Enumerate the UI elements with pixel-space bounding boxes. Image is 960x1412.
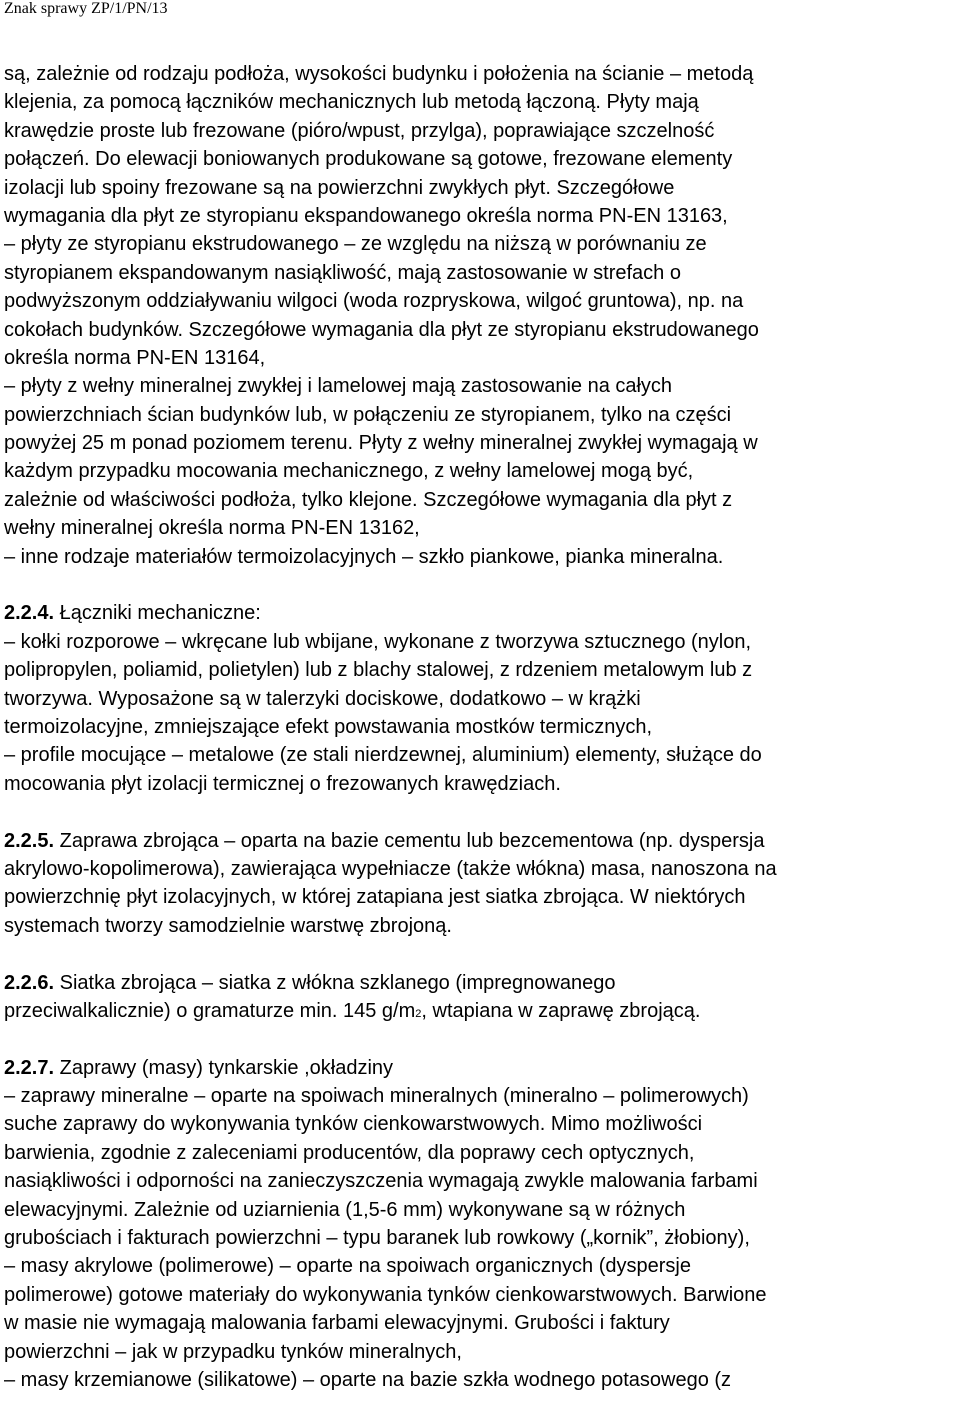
text-line: – płyty z wełny mineralnej zwykłej i lamelowej mają zastosowanie na całych [4,375,673,398]
paragraph-gap [4,940,960,968]
text-line: w masie nie wymagają malowania farbami elewacyjnymi. Grubości i faktury [4,1312,670,1335]
paragraph-gap [4,1025,960,1053]
text-line: mocowania płyt izolacji termicznej o frezowanych krawędziach. [4,772,561,795]
section-heading-line [4,969,960,997]
text-line: – masy krzemianowe (silikatowe) – oparte na bazie szkła wodnego potasowego (z [4,1368,732,1391]
section-number: 2.2.6. [4,971,55,994]
section-number: 2.2.4. [4,602,55,625]
text-line: termoizolacyjne, zmniejszające efekt powstawania mostków termicznych, [4,715,653,738]
document-body [4,60,960,1394]
section-2-2-6 [4,969,960,1026]
section-2-2-4 [4,599,960,798]
text-line: zależnie od właściwości podłoża, tylko klejone. Szczegółowe wymagania dla płyt z [4,488,733,511]
text-line: elewacyjnymi. Zależnie od uziarnienia (1,5-6 mm) wykonywane są w różnych [4,1198,686,1221]
text-line: styropianem ekspandowanym nasiąkliwość, mają zastosowanie w strefach o [4,261,681,284]
section-heading-line [4,1054,960,1082]
text-line: wełny mineralnej określa norma PN-EN 13162, [4,517,420,540]
paragraph-gap [4,571,960,599]
text-line: powierzchniach ścian budynków lub, w połączeniu ze styropianem, tylko na części [4,403,732,426]
text-line: grubościach i fakturach powierzchni – typu baranek lub rowkowy („kornik”, żłobiony), [4,1227,750,1250]
text-line: podwyższonym oddziaływaniu wilgoci (woda rozpryskowa, wilgoć gruntowa), np. na [4,290,744,313]
text-line: powierzchni – jak w przypadku tynków mineralnych, [4,1340,462,1363]
text-line: – inne rodzaje materiałów termoizolacyjnych – szkło piankowe, pianka mineralna. [4,545,724,568]
text-line: suche zaprawy do wykonywania tynków cienkowarstwowych. Mimo możliwości [4,1113,703,1136]
text-line: – płyty ze styropianu ekstrudowanego – ze względu na niższą w porównaniu ze [4,233,707,256]
text-line: krawędzie proste lub frezowane (pióro/wpust, przylga), poprawiające szczelność [4,119,715,142]
text-line [4,997,960,1025]
section-heading-text: Zaprawa zbrojąca – oparta na bazie cementu lub bezcementowa (np. dyspersja [54,829,765,852]
section-heading-text: Łączniki mechaniczne: [54,602,261,625]
section-heading-line [4,599,960,627]
text-line: – masy akrylowe (polimerowe) – oparte na spoiwach organicznych (dyspersje [4,1255,691,1278]
text-line: klejenia, za pomocą łączników mechanicznych lub metodą łączoną. Płyty mają [4,91,699,114]
paragraph-insulation-boards [4,60,960,571]
paragraph-gap [4,798,960,826]
text-line: barwienia, zgodnie z zaleceniami producentów, dla poprawy cech optycznych, [4,1141,695,1164]
text-line: każdym przypadku mocowania mechanicznego, z wełny lamelowej mogą być, [4,460,694,483]
section-heading-line [4,827,960,855]
text-fragment: , wtapiana w zaprawę zbrojącą. [421,999,701,1022]
text-line: wymagania dla płyt ze styropianu ekspandowanego określa norma PN-EN 13163, [4,204,728,227]
text-line: akrylowo-kopolimerowa), zawierająca wypełniacze (także włókna) masa, nanoszona na [4,857,777,880]
text-fragment: przeciwalkalicznie) o gramaturze min. 145 g/m [4,999,416,1022]
section-number: 2.2.7. [4,1056,55,1079]
text-line: systemach tworzy samodzielnie warstwę zbrojoną. [4,914,452,937]
text-line: tworzywa. Wyposażone są w talerzyki dociskowe, dodatkowo – w krążki [4,687,641,710]
unit-subscript: 2 [415,1007,422,1020]
text-line: połączeń. Do elewacji boniowanych produkowane są gotowe, frezowane elementy [4,148,733,171]
text-line: izolacji lub spoiny frezowane są na powierzchni zwykłych płyt. Szczegółowe [4,176,675,199]
text-line: powierzchnię płyt izolacyjnych, w której zatapiana jest siatka zbrojąca. W niektórych [4,886,746,909]
text-line: – zaprawy mineralne – oparte na spoiwach mineralnych (mineralno – polimerowych) [4,1085,749,1108]
text-line: – kołki rozporowe – wkręcane lub wbijane, wykonane z tworzywa sztucznego (nylon, [4,630,752,653]
section-heading-text: Zaprawy (masy) tynkarskie ,okładziny [54,1056,394,1079]
section-heading-text: Siatka zbrojąca – siatka z włókna szklanego (impregnowanego [54,971,616,994]
text-line: polipropylen, poliamid, polietylen) lub z blachy stalowej, z rdzeniem metalowym lub z [4,659,753,682]
section-2-2-5 [4,827,960,941]
section-2-2-7 [4,1054,960,1395]
text-line: – profile mocujące – metalowe (ze stali nierdzewnej, aluminium) elementy, służące do [4,744,762,767]
section-number: 2.2.5. [4,829,55,852]
text-line: polimerowe) gotowe materiały do wykonywania tynków cienkowarstwowych. Barwione [4,1283,767,1306]
text-line: nasiąkliwości i odporności na zanieczyszczenia wymagają zwykle malowania farbami [4,1170,758,1193]
document-header: Znak sprawy ZP/1/PN/13 [4,0,168,17]
text-line: cokołach budynków. Szczegółowe wymagania dla płyt ze styropianu ekstrudowanego [4,318,759,341]
text-line: są, zależnie od rodzaju podłoża, wysokości budynku i położenia na ścianie – metodą [4,63,754,85]
text-line: określa norma PN-EN 13164, [4,346,266,369]
text-line: powyżej 25 m ponad poziomem terenu. Płyty z wełny mineralnej zwykłej wymagają w [4,432,758,455]
